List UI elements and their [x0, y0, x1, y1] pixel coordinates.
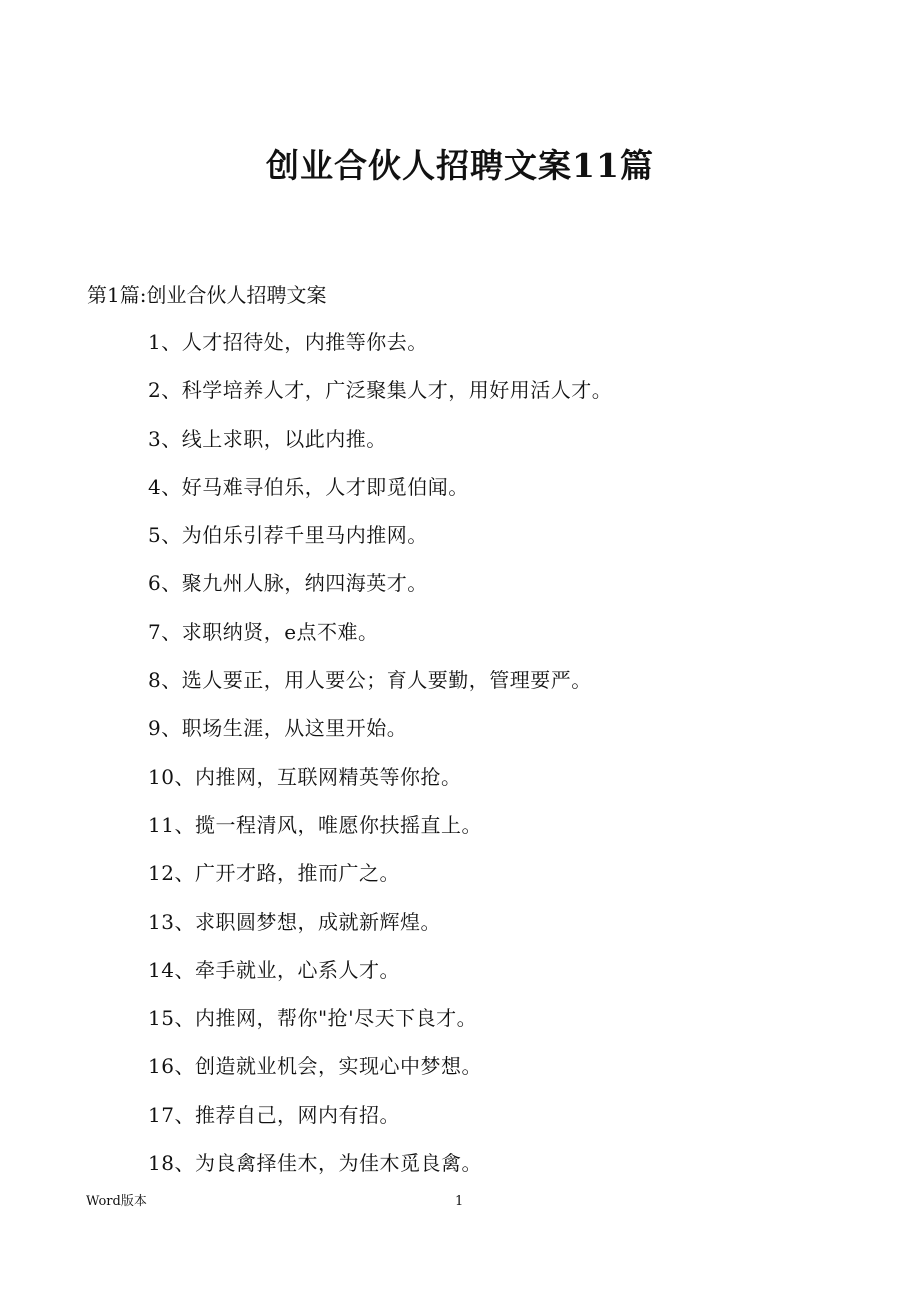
list-item: 5、为伯乐引荐千里马内推网。	[148, 523, 428, 548]
list-item: 17、推荐自己，网内有招。	[148, 1102, 400, 1127]
list-item: 10、内推网，互联网精英等你抢。	[148, 764, 462, 789]
footer-page-number: 1	[455, 1194, 464, 1209]
list-item: 4、好马难寻伯乐，人才即觅伯闻。	[148, 474, 469, 499]
document-title: 创业合伙人招聘文案11篇	[266, 146, 654, 185]
list-item: 18、为良禽择佳木，为佳木觅良禽。	[148, 1151, 482, 1176]
list-item: 12、广开才路，推而广之。	[148, 861, 400, 886]
list-item: 13、求职圆梦想，成就新辉煌。	[148, 909, 441, 934]
list-item: 16、创造就业机会，实现心中梦想。	[148, 1054, 482, 1079]
list-item: 1、人才招待处，内推等你去。	[148, 330, 428, 354]
list-item: 15、内推网，帮你"抢'尽天下良才。	[148, 1006, 478, 1031]
slogan-list	[148, 327, 612, 1196]
list-item: 14、牵手就业，心系人才。	[148, 957, 400, 982]
list-item: 11、揽一程清风，唯愿你扶摇直上。	[148, 812, 482, 837]
list-item: 9、职场生涯，从这里开始。	[148, 716, 408, 741]
list-item: 8、选人要正，用人要公；育人要勤，管理要严。	[148, 668, 592, 693]
footer-version-label: Word版本	[86, 1194, 147, 1209]
list-item: 2、科学培养人才，广泛聚集人才，用好用活人才。	[148, 378, 613, 403]
section-heading: 第1篇:创业合伙人招聘文案	[87, 283, 327, 307]
list-item: 6、聚九州人脉，纳四海英才。	[148, 571, 428, 596]
list-item: 3、线上求职，以此内推。	[148, 426, 387, 451]
list-item: 7、求职纳贤，e点不难。	[148, 619, 379, 644]
